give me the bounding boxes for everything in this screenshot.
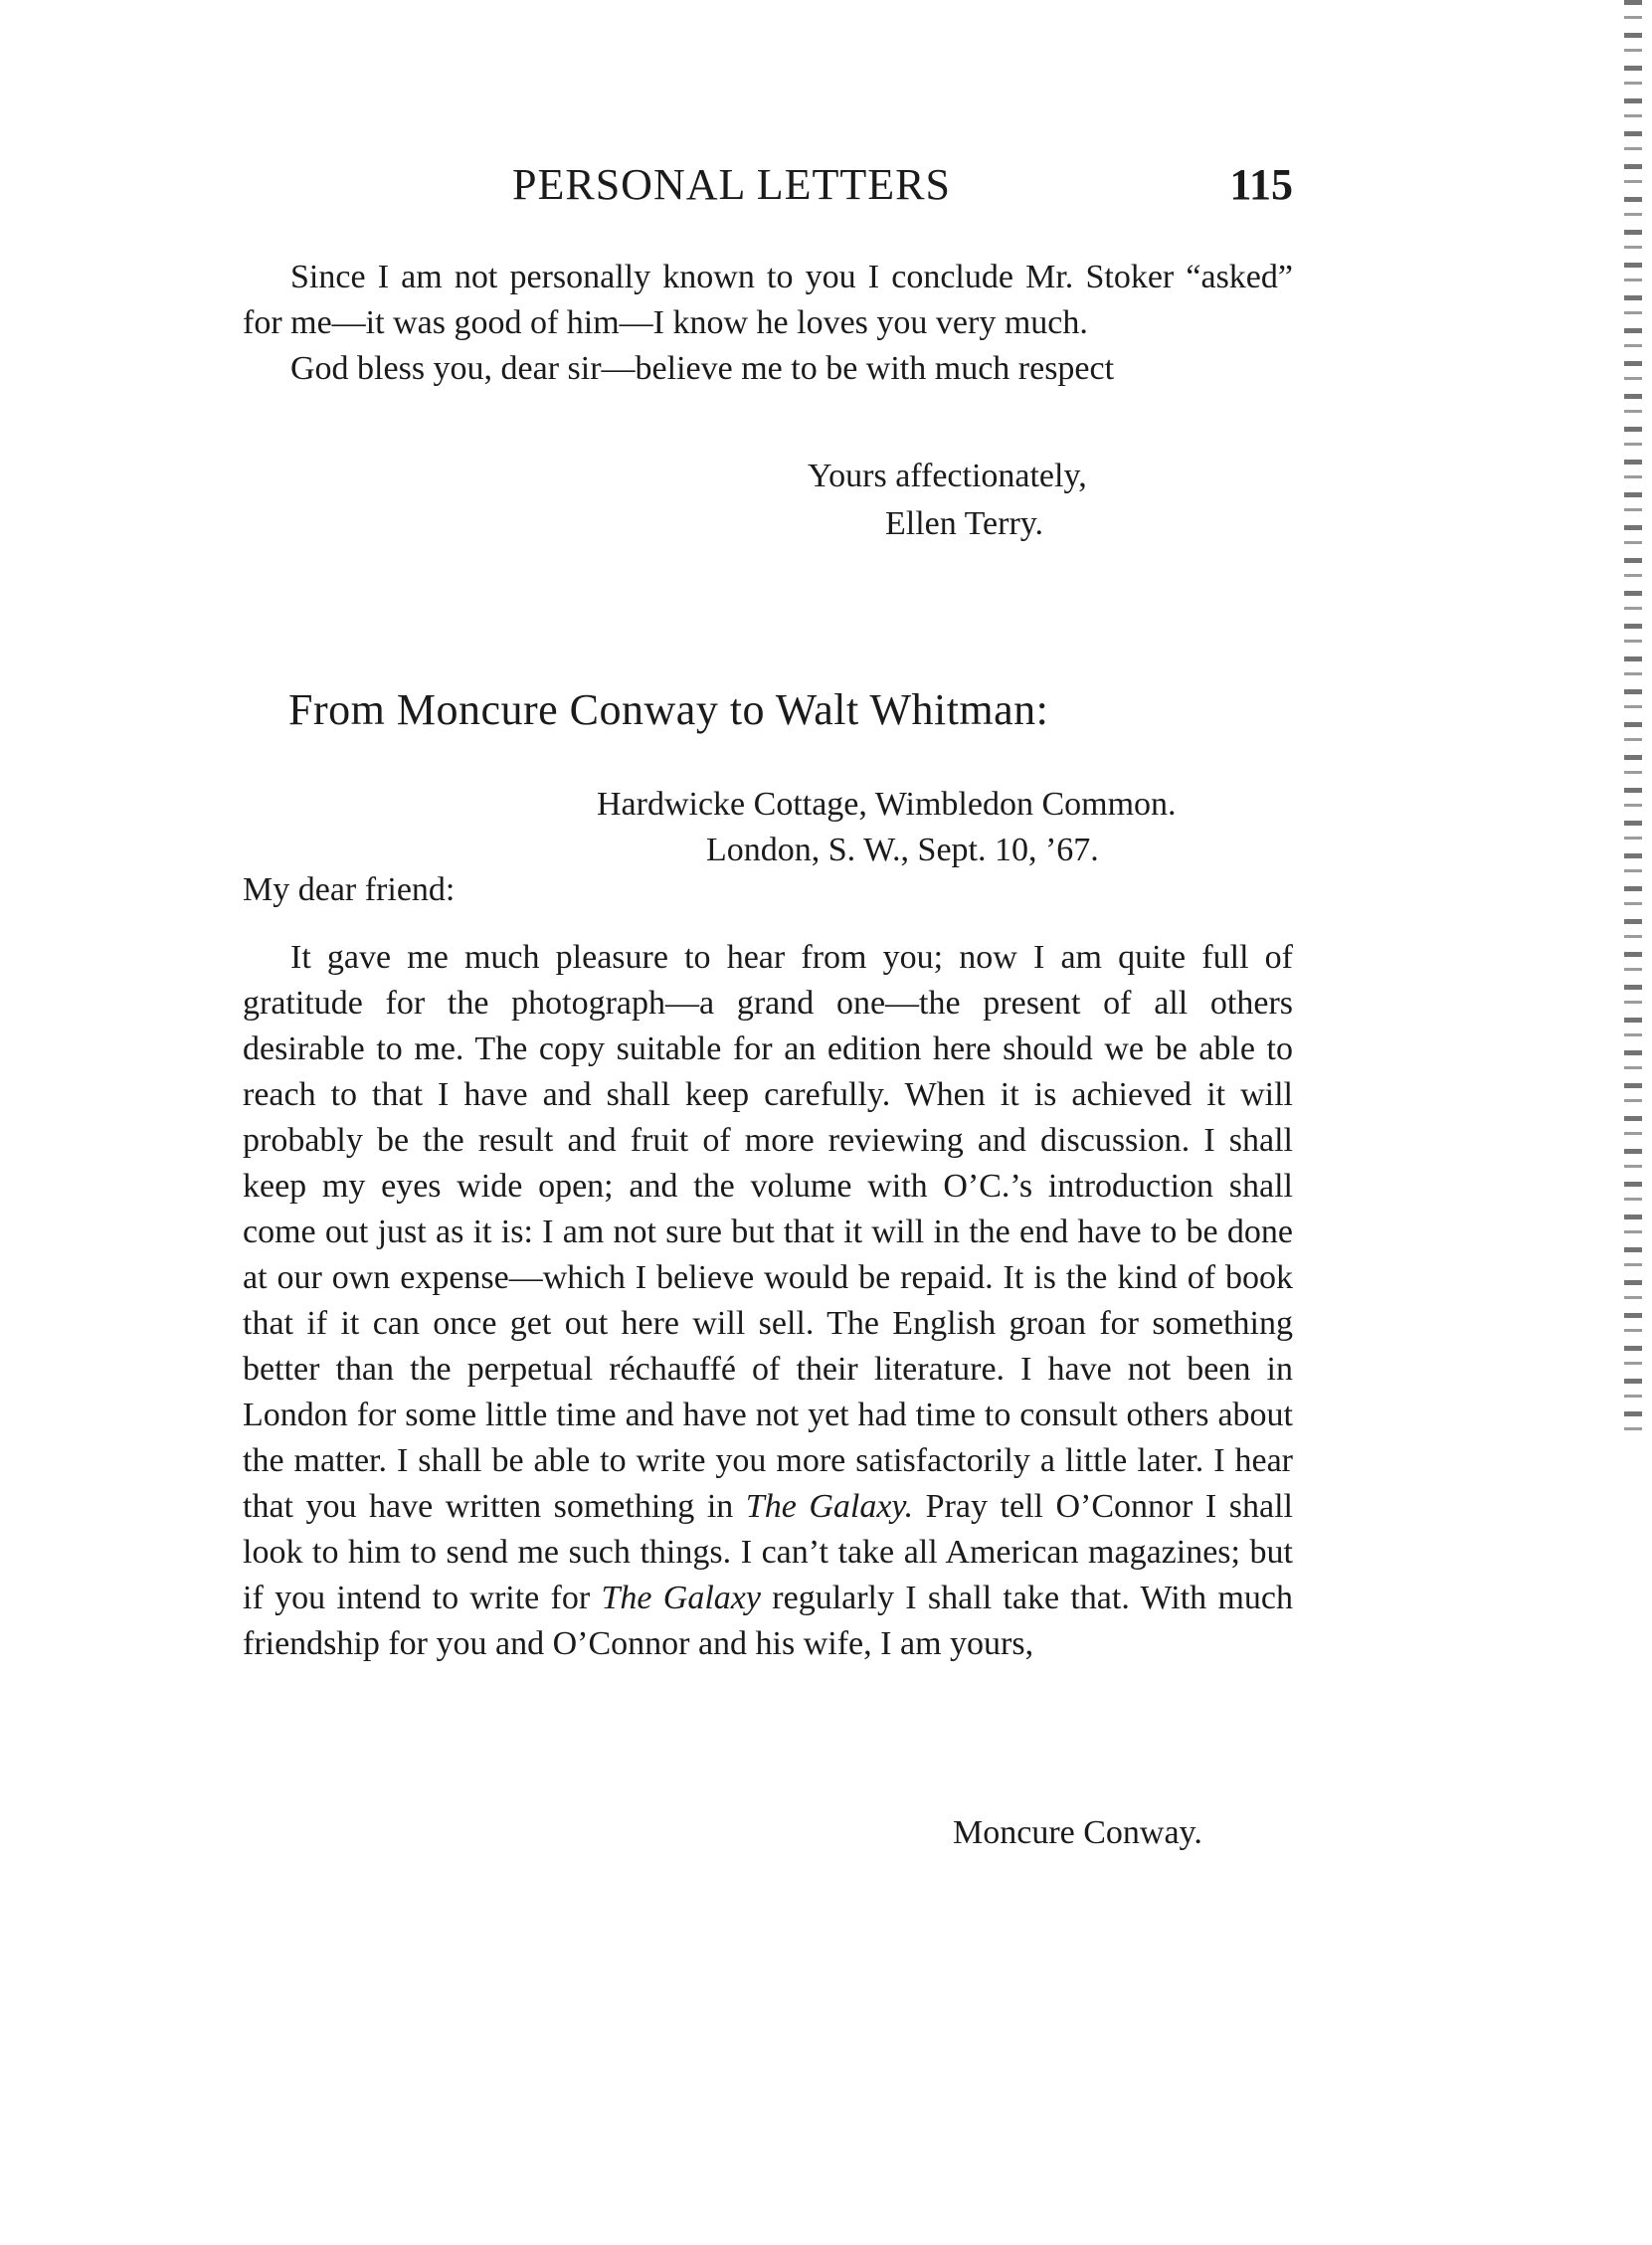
letter-closing: Yours affectionately, — [808, 458, 1087, 494]
scan-edge-artifact — [1624, 0, 1642, 1432]
page-number: 115 — [1229, 160, 1293, 209]
magazine-title: The Galaxy — [601, 1580, 761, 1616]
letter-heading: From Moncure Conway to Walt Whitman: — [288, 685, 1049, 734]
conway-letter-body — [243, 935, 1293, 1667]
magazine-title: The Galaxy. — [745, 1488, 914, 1525]
letter-paragraph — [243, 935, 1293, 1667]
letter-signature: Moncure Conway. — [953, 1814, 1202, 1851]
letter-paragraph: God bless you, dear sir—believe me to be with much respect — [290, 350, 1115, 387]
running-title: PERSONAL LETTERS — [512, 160, 951, 209]
body-text: It gave me much pleasure to hear from you; now I am quite full of gratitude for the photograph—a grand one—the present of all others desirable to me. The copy suitable for an edition here should we be able to reach to that I have and shall keep carefully. When it is achieved it will probably be the result and fruit of more reviewing and discussion. I shall keep my eyes wide open; and the volume with O’C.’s introduction shall come out just as it is: I am not sure but that it will in the end have to be done at our own expense—which I believe would be repaid. It is the kind of book that if it can once get out here will sell. The English groan for something better than the perpetual réchauffé of their literature. I have not been in London for some little time and have not yet had time to consult others about the matter. I shall be able to write you more satisfactorily a little later. I hear that you have written something in — [243, 939, 1293, 1525]
body-text: regularly I shall take that. With much friendship for you and O’Connor and his wife, I am yours, — [243, 1580, 1293, 1662]
letter-signature: Ellen Terry. — [885, 505, 1044, 542]
address-line: London, S. W., Sept. 10, ’67. — [706, 832, 1099, 868]
page-header — [239, 159, 1293, 219]
ellen-terry-letter-end — [243, 255, 1293, 392]
letter-paragraph: Since I am not personally known to you I conclude Mr. Stoker “asked” for me—it was good of him—I know he loves you very much. — [243, 259, 1293, 341]
address-line: Hardwicke Cottage, Wimbledon Common. — [597, 786, 1177, 823]
salutation: My dear friend: — [243, 871, 456, 908]
body-text: Pray tell O’Connor I shall look to him to send me such things. I can’t take all American magazines; but if you intend to write for — [243, 1488, 1293, 1616]
